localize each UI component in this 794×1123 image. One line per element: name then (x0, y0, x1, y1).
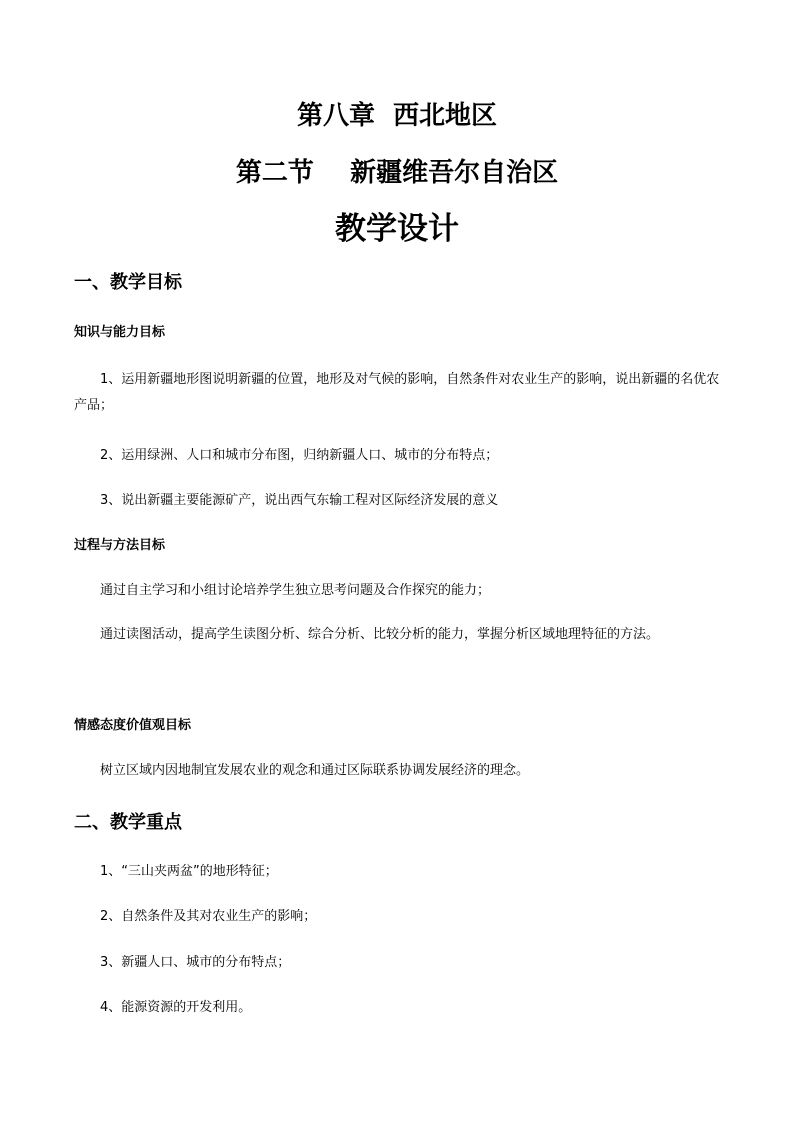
emotion-item-1: 树立区域内因地制宜发展农业的观念和通过区际联系协调发展经济的理念。 (100, 763, 530, 778)
knowledge-item-2: 2、运用绿洲、人口和城市分布图，归纳新疆人口、城市的分布特点； (100, 448, 499, 463)
key-point-4: 4、能源资源的开发利用。 (100, 1000, 252, 1015)
process-item-2: 通过读图活动，提高学生读图分析、综合分析、比较分析的能力，掌握分析区域地理特征的方法。 (100, 627, 660, 642)
key-point-3: 3、新疆人口、城市的分布特点； (100, 955, 291, 970)
key-point-1: 1、“三山夹两盆”的地形特征； (100, 864, 278, 879)
teaching-key-points-heading: 二、教学重点 (74, 812, 182, 833)
section-title: 第二节 新疆维吾尔自治区 (235, 158, 559, 188)
process-method-heading: 过程与方法目标 (74, 538, 166, 553)
teaching-objectives-heading: 一、教学目标 (74, 272, 182, 293)
emotion-values-heading: 情感态度价值观目标 (74, 718, 192, 733)
chapter-title: 第八章 西北地区 (296, 101, 498, 131)
key-point-2: 2、自然条件及其对农业生产的影响； (100, 909, 317, 924)
knowledge-item-1: 1、运用新疆地形图说明新疆的位置，地形及对气候的影响，自然条件对农业生产的影响，说出新疆的名优农产品； (74, 372, 720, 413)
document-title: 教学设计 (335, 211, 459, 247)
process-item-1: 通过自主学习和小组讨论培养学生独立思考问题及合作探究的能力； (100, 583, 491, 598)
knowledge-item-3: 3、说出新疆主要能源矿产，说出西气东输工程对区际经济发展的意义 (100, 493, 499, 508)
knowledge-ability-heading: 知识与能力目标 (74, 325, 166, 340)
